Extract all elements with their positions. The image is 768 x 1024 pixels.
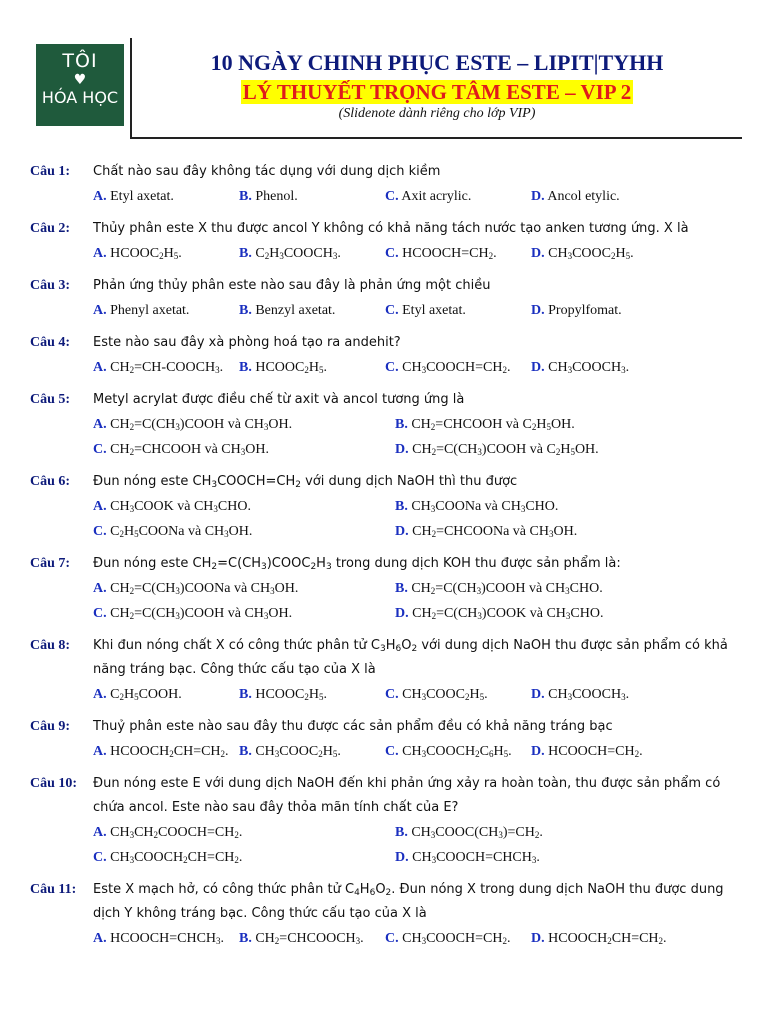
option-text: Phenyl axetat. — [110, 303, 190, 318]
option-text: $CH_2=C(CH_3)COOH$ và $C_2H_5OH$. — [412, 442, 599, 457]
question-1 — [30, 160, 742, 209]
option-key: A. — [93, 581, 107, 596]
option-b — [239, 184, 385, 209]
option-key: C. — [385, 931, 399, 946]
option-a — [93, 184, 239, 209]
option-b — [239, 682, 385, 707]
option-text: $C_2H_5COONa$ và $CH_3OH$. — [110, 524, 253, 539]
option-key: B. — [239, 303, 252, 318]
question-8 — [30, 634, 742, 707]
question-5 — [30, 388, 742, 462]
option-c — [385, 739, 531, 764]
option-key: D. — [531, 931, 545, 946]
option-key: D. — [395, 524, 409, 539]
question-number: Câu 5: — [30, 392, 71, 407]
question-number: Câu 1: — [30, 164, 71, 179]
option-key: C. — [385, 360, 399, 375]
question-list — [30, 160, 742, 959]
question-9 — [30, 715, 742, 764]
option-key: B. — [239, 360, 252, 375]
option-text: $CH_2=CHCOONa$ và $CH_3OH$. — [412, 524, 578, 539]
option-text: $CH_3CH_2COOCH=CH_2$. — [110, 825, 243, 840]
option-key: B. — [395, 417, 408, 432]
option-key: D. — [531, 360, 545, 375]
question-7 — [30, 552, 742, 626]
option-key: A. — [93, 189, 107, 204]
question-text: Metyl acrylat được điều chế từ axit và ancol tương ứng là — [93, 392, 465, 407]
option-key: B. — [395, 825, 408, 840]
option-text: $CH_3COOC(CH_3)=CH_2$. — [411, 825, 543, 840]
option-text: $HCOOCH=CH_2$. — [548, 744, 643, 759]
option-b — [395, 494, 697, 519]
option-key: C. — [385, 303, 399, 318]
option-text: Ancol etylic. — [547, 189, 620, 204]
option-a — [93, 355, 239, 380]
option-key: D. — [531, 189, 545, 204]
option-text: $CH_2=C(CH_3)COONa$ và $CH_3OH$. — [110, 581, 299, 596]
option-a — [93, 926, 239, 951]
option-d — [531, 241, 677, 266]
option-text: $C_2H_3COOCH_3$. — [255, 246, 341, 261]
question-row — [30, 217, 742, 241]
option-key: D. — [395, 442, 409, 457]
question-number: Câu 11: — [30, 882, 77, 897]
option-c — [385, 682, 531, 707]
question-number: Câu 2: — [30, 221, 71, 236]
option-text: $CH_3COOC_2H_5$. — [402, 687, 488, 702]
option-list — [93, 576, 742, 626]
option-a — [93, 412, 395, 437]
logo-line2: HÓA HỌC — [41, 88, 119, 107]
page-note: (Slidenote dành riêng cho lớp VIP) — [338, 106, 536, 121]
question-row — [30, 772, 742, 820]
question-row — [30, 160, 742, 184]
question-row — [30, 715, 742, 739]
page-title: 10 NGÀY CHINH PHỤC ESTE – LIPIT|TYHH — [210, 50, 664, 75]
option-text: $CH_2=CHCOOH$ và $C_2H_5OH$. — [411, 417, 575, 432]
option-text: $HCOOC_2H_5$. — [255, 687, 327, 702]
question-2 — [30, 217, 742, 266]
option-text: $HCOOCH=CHCH_3$. — [110, 931, 225, 946]
option-key: B. — [395, 499, 408, 514]
option-b — [395, 576, 697, 601]
option-text: $CH_3COOCH=CH_2$. — [402, 360, 511, 375]
option-key: C. — [93, 606, 107, 621]
question-text: Đun nóng este $CH_3COOCH=CH_2$ với dung dịch NaOH thì thu được — [93, 474, 518, 490]
option-list — [93, 820, 742, 870]
option-text: $HCOOCH_2CH=CH_2$. — [548, 931, 667, 946]
option-text: $CH_2=C(CH_3)COOH$ và $CH_3OH$. — [110, 417, 293, 432]
question-row — [30, 470, 742, 494]
option-d — [531, 682, 677, 707]
option-key: D. — [395, 850, 409, 865]
option-d — [395, 601, 697, 626]
option-text: $CH_3COOCH_3$. — [548, 687, 630, 702]
option-a — [93, 739, 239, 764]
question-text: Thuỷ phân este nào sau đây thu được các sản phẩm đều có khả năng tráng bạc — [93, 719, 613, 734]
option-list — [93, 298, 742, 323]
option-key: A. — [93, 687, 107, 702]
option-text: $CH_2=CH-COOCH_3$. — [110, 360, 224, 375]
option-key: C. — [385, 744, 399, 759]
question-text: Chất nào sau đây không tác dụng với dung dịch kiềm — [93, 164, 441, 179]
option-text: $CH_2=CHCOOH$ và $CH_3OH$. — [110, 442, 269, 457]
option-b — [239, 355, 385, 380]
option-list — [93, 241, 742, 266]
question-row — [30, 274, 742, 298]
option-key: B. — [239, 744, 252, 759]
option-key: B. — [239, 931, 252, 946]
option-key: A. — [93, 360, 107, 375]
option-list — [93, 412, 742, 462]
option-c — [385, 355, 531, 380]
option-text: Phenol. — [255, 189, 298, 204]
option-text: $CH_2=C(CH_3)COOH$ và $CH_3OH$. — [110, 606, 293, 621]
option-text: $HCOOC_2H_5$. — [110, 246, 182, 261]
option-a — [93, 494, 395, 519]
option-key: C. — [385, 246, 399, 261]
option-c — [385, 926, 531, 951]
option-key: C. — [385, 687, 399, 702]
logo-line1: TÔI — [62, 50, 98, 72]
question-3 — [30, 274, 742, 323]
option-key: A. — [93, 246, 107, 261]
option-c — [93, 519, 395, 544]
option-key: A. — [93, 825, 107, 840]
question-row — [30, 331, 742, 355]
option-b — [239, 241, 385, 266]
option-text: $CH_2=C(CH_3)COOK$ và $CH_3CHO$. — [412, 606, 604, 621]
question-row — [30, 878, 742, 926]
option-text: $CH_3COOCH_2C_6H_5$. — [402, 744, 512, 759]
option-text: $CH_3COOCH=CHCH_3$. — [412, 850, 540, 865]
option-c — [93, 845, 395, 870]
option-text: $CH_2=C(CH_3)COOH$ và $CH_3CHO$. — [411, 581, 603, 596]
option-d — [395, 437, 697, 462]
option-key: D. — [531, 246, 545, 261]
option-b — [239, 739, 385, 764]
option-key: B. — [239, 246, 252, 261]
option-list — [93, 682, 742, 707]
option-b — [239, 298, 385, 323]
option-key: A. — [93, 744, 107, 759]
page-subtitle: LÝ THUYẾT TRỌNG TÂM ESTE – VIP 2 — [242, 80, 632, 104]
question-row — [30, 388, 742, 412]
question-row — [30, 634, 742, 682]
option-text: Etyl axetat. — [110, 189, 174, 204]
option-key: B. — [395, 581, 408, 596]
option-text: Etyl axetat. — [402, 303, 466, 318]
option-text: $HCOOC_2H_5$. — [255, 360, 327, 375]
option-key: B. — [239, 189, 252, 204]
question-text: Este X mạch hở, có công thức phân tử $C_4H_6O_2$. Đun nóng X trong dung dịch NaOH thu được dung dịch Y không tráng bạc. Công thức cấu tạo của X là — [93, 882, 724, 921]
option-key: C. — [93, 442, 107, 457]
question-11 — [30, 878, 742, 951]
option-text: $CH_3COOCH_2CH=CH_2$. — [110, 850, 243, 865]
option-text: $CH_3COOCH=CH_2$. — [402, 931, 511, 946]
option-d — [395, 845, 697, 870]
option-key: B. — [239, 687, 252, 702]
option-text: Axit acrylic. — [401, 189, 472, 204]
option-a — [93, 576, 395, 601]
option-key: D. — [531, 744, 545, 759]
option-key: A. — [93, 417, 107, 432]
option-a — [93, 241, 239, 266]
option-key: C. — [93, 524, 107, 539]
option-d — [531, 298, 677, 323]
option-d — [531, 184, 677, 209]
question-text: Đun nóng este E với dung dịch NaOH đến khi phản ứng xảy ra hoàn toàn, thu được sản phẩm có chứa ancol. Este nào sau đây thỏa mãn tính chất của E? — [93, 776, 721, 815]
question-number: Câu 6: — [30, 474, 71, 489]
question-4 — [30, 331, 742, 380]
option-list — [93, 494, 742, 544]
option-list — [93, 355, 742, 380]
option-text: $CH_3COOC_2H_5$. — [548, 246, 634, 261]
question-text: Thủy phân este X thu được ancol Y không có khả năng tách nước tạo anken tương ứng. X là — [93, 221, 689, 236]
question-text: Este nào sau đây xà phòng hoá tạo ra andehit? — [93, 335, 401, 350]
option-a — [93, 298, 239, 323]
option-text: $CH_3COOK$ và $CH_3CHO$. — [110, 499, 251, 514]
option-d — [531, 926, 677, 951]
question-text: Khi đun nóng chất X có công thức phân tử $C_3H_6O_2$ với dung dịch NaOH thu được sản phẩm có khả năng tráng bạc. Công thức cấu tạo của X là — [93, 638, 728, 677]
option-list — [93, 926, 742, 951]
question-row — [30, 552, 742, 576]
option-text: $CH_2=CHCOOCH_3$. — [255, 931, 364, 946]
option-key: D. — [531, 687, 545, 702]
option-c — [93, 437, 395, 462]
option-key: A. — [93, 303, 107, 318]
option-b — [395, 412, 697, 437]
header-divider-horizontal — [130, 137, 742, 139]
option-a — [93, 682, 239, 707]
option-list — [93, 739, 742, 764]
subtitle-wrap — [132, 80, 742, 104]
question-6 — [30, 470, 742, 544]
option-text: Propylfomat. — [548, 303, 622, 318]
option-key: A. — [93, 931, 107, 946]
option-a — [93, 820, 395, 845]
option-list — [93, 184, 742, 209]
question-number: Câu 3: — [30, 278, 71, 293]
question-text: Phản ứng thủy phân este nào sau đây là phản ứng một chiều — [93, 278, 491, 293]
question-number: Câu 10: — [30, 776, 78, 791]
option-text: $CH_3COOC_2H_5$. — [255, 744, 341, 759]
option-d — [531, 355, 677, 380]
option-text: $CH_3COONa$ và $CH_3CHO$. — [411, 499, 559, 514]
option-d — [531, 739, 677, 764]
option-c — [385, 184, 531, 209]
option-text: $HCOOCH_2CH=CH_2$. — [110, 744, 229, 759]
logo — [36, 44, 124, 126]
heart-icon: ♥ — [73, 72, 87, 88]
option-key: D. — [395, 606, 409, 621]
question-number: Câu 4: — [30, 335, 71, 350]
option-text: Benzyl axetat. — [255, 303, 336, 318]
option-key: A. — [93, 499, 107, 514]
question-number: Câu 9: — [30, 719, 71, 734]
option-text: $HCOOCH=CH_2$. — [402, 246, 497, 261]
option-key: C. — [93, 850, 107, 865]
option-key: D. — [531, 303, 545, 318]
question-number: Câu 7: — [30, 556, 71, 571]
question-10 — [30, 772, 742, 870]
option-text: $CH_3COOCH_3$. — [548, 360, 630, 375]
option-d — [395, 519, 697, 544]
option-key: C. — [385, 189, 399, 204]
option-text: $C_2H_5COOH$. — [110, 687, 182, 702]
option-c — [385, 241, 531, 266]
option-c — [93, 601, 395, 626]
page-header — [30, 36, 742, 140]
question-number: Câu 8: — [30, 638, 71, 653]
option-b — [395, 820, 697, 845]
option-c — [385, 298, 531, 323]
option-b — [239, 926, 385, 951]
question-text: Đun nóng este $CH_2=C(CH_3)COOC_2H_3$ trong dung dịch KOH thu được sản phẩm là: — [93, 556, 621, 572]
